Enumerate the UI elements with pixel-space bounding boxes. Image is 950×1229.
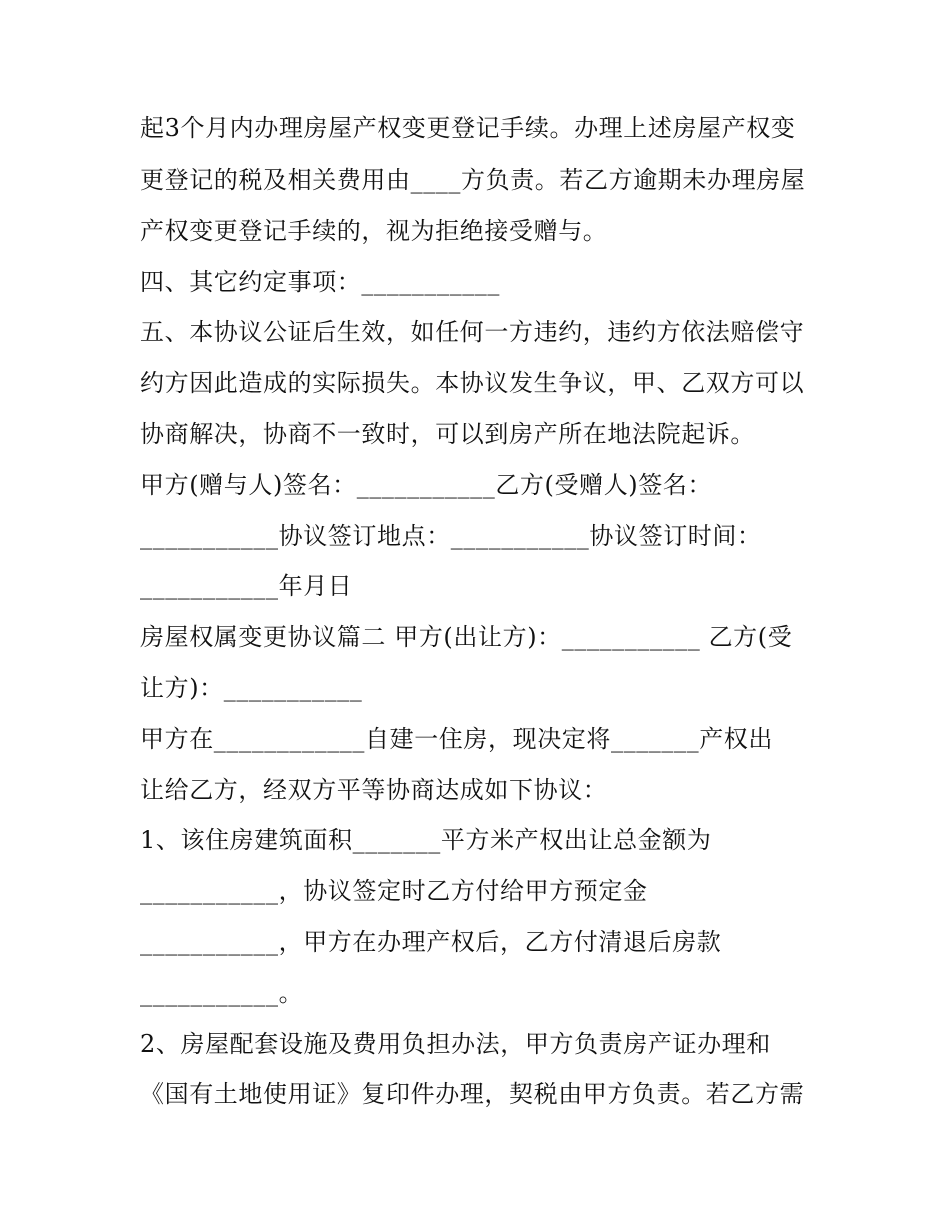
- clause-four-line: 四、其它约定事项：___________: [140, 268, 500, 296]
- clause-one-line: 1、该住房建筑面积_______平方米产权出让总金额为: [140, 826, 712, 854]
- clause-two-line: 2、房屋配套设施及费用负担办法，甲方负责房产证办理和: [140, 1030, 771, 1058]
- paragraph-line: 约方因此造成的实际损失。本协议发生争议，甲、乙双方可以: [140, 369, 805, 397]
- signature-line: ___________协议签订地点：___________协议签订时间：: [140, 522, 762, 550]
- section-two-heading-line: 房屋权属变更协议篇二 甲方(出让方)：___________ 乙方(受: [140, 623, 793, 651]
- paragraph-line: 产权变更登记手续的，视为拒绝接受赠与。: [140, 217, 608, 245]
- signature-line: 甲方(赠与人)签名：___________乙方(受赠人)签名：: [140, 471, 713, 499]
- paragraph-line: 协商解决，协商不一致时，可以到房产所在地法院起诉。: [140, 420, 755, 448]
- paragraph-line: 让给乙方，经双方平等协商达成如下协议：: [140, 776, 608, 804]
- paragraph-line: ___________，甲方在办理产权后，乙方付清退后房款: [140, 928, 722, 956]
- paragraph-line: 更登记的税及相关费用由____方负责。若乙方逾期未办理房屋: [140, 166, 806, 194]
- paragraph-line: ___________，协议签定时乙方付给甲方预定金: [140, 877, 648, 905]
- clause-five-line: 五、本协议公证后生效，如任何一方违约，违约方依法赔偿守: [140, 318, 805, 346]
- paragraph-line: 甲方在____________自建一住房，现决定将_______产权出: [140, 725, 773, 753]
- paragraph-line: 起3个月内办理房屋产权变更登记手续。办理上述房屋产权变: [140, 114, 796, 142]
- paragraph-line: 让方)：___________: [140, 674, 363, 702]
- paragraph-line: ___________。: [140, 979, 304, 1007]
- paragraph-line: 《国有土地使用证》复印件办理，契税由甲方负责。若乙方需: [140, 1080, 805, 1108]
- date-line: ___________年月日: [140, 572, 353, 600]
